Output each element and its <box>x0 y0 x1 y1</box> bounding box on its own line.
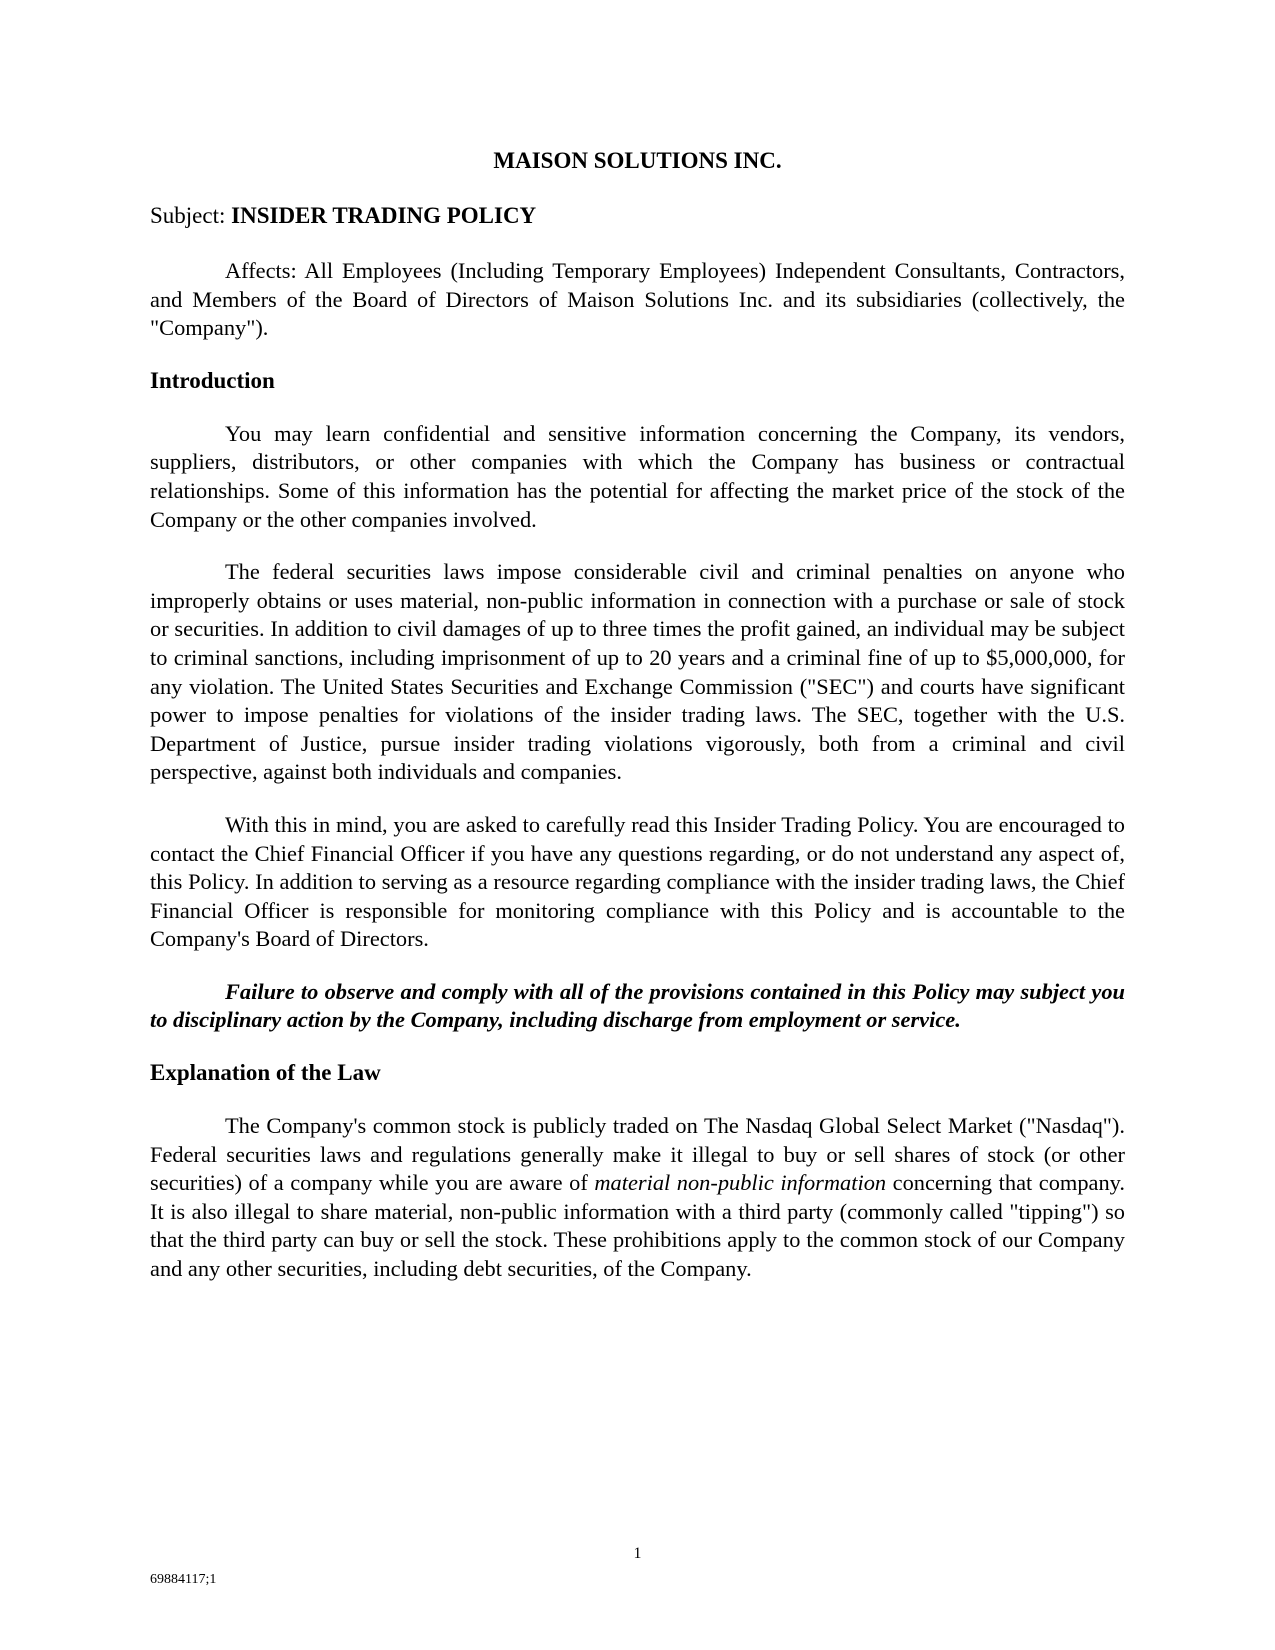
subject-label: Subject: <box>150 203 226 228</box>
affects-paragraph: Affects: All Employees (Including Temporary Employees) Independent Consultants, Contractors, and Members of the Board of Directors of Maison Solutions Inc. and its subsidiaries (collectively, the "Company"). <box>150 258 1125 341</box>
page-number: 1 <box>633 1545 642 1562</box>
explanation-paragraph-1 <box>150 1112 1125 1284</box>
explanation-heading: Explanation of the Law <box>150 1060 381 1086</box>
introduction-paragraph-2: The federal securities laws impose considerable civil and criminal penalties on anyone who improperly obtains or uses material, non-public information in connection with a purchase or sale of stock or securities. In addition to civil damages of up to three times the profit gained, an individual may be subject to criminal sanctions, including imprisonment of up to 20 years and a criminal fine of up to $5,000,000, for any violation. The United States Securities and Exchange Commission ("SEC") and courts have significant power to impose penalties for violations of the insider trading laws. The SEC, together with the U.S. Department of Justice, pursue insider trading violations vigorously, both from a criminal and civil perspective, against both individuals and companies. <box>150 559 1125 785</box>
document-page <box>150 147 1125 1308</box>
explanation-text-part-1: The Company's common stock is publicly traded on The Nasdaq Global Select Market ("Nasdaq"). Federal securities laws and regulations generally make it illegal to buy or sell shares of stock (or other securities) of a company while you are aware of <box>150 1113 1125 1196</box>
introduction-heading: Introduction <box>150 367 275 393</box>
introduction-paragraph-3: With this in mind, you are asked to carefully read this Insider Trading Policy. You are encouraged to contact the Chief Financial Officer if you have any questions regarding, or do not understand any aspect of, this Policy. In addition to serving as a resource regarding compliance with the insider trading laws, the Chief Financial Officer is responsible for monitoring compliance with this Policy and is accountable to the Company's Board of Directors. <box>150 811 1125 952</box>
explanation-italic-term: material non-public information <box>594 1170 887 1196</box>
company-title: MAISON SOLUTIONS INC. <box>493 148 782 173</box>
document-id: 69884117;1 <box>150 1572 217 1587</box>
introduction-paragraph-1: You may learn confidential and sensitive information concerning the Company, its vendors, suppliers, distributors, or other companies with which the Company has business or contractual relationships. Some of this information has the potential for affecting the market price of the stock of the Company or the other companies involved. <box>150 420 1125 532</box>
warning-paragraph: Failure to observe and comply with all of the provisions contained in this Policy may subject you to disciplinary action by the Company, including discharge from employment or service. <box>150 978 1125 1033</box>
explanation-text-part-2: concerning that company. It is also illegal to share material, non-public information with a third party (commonly called "tipping") so that the third party can buy or sell the stock. These prohibitions apply to the common stock of our Company and any other securities, including debt securities, of the Company. <box>150 1170 1125 1282</box>
subject-title: INSIDER TRADING POLICY <box>231 203 537 228</box>
subject-line <box>150 202 1125 230</box>
